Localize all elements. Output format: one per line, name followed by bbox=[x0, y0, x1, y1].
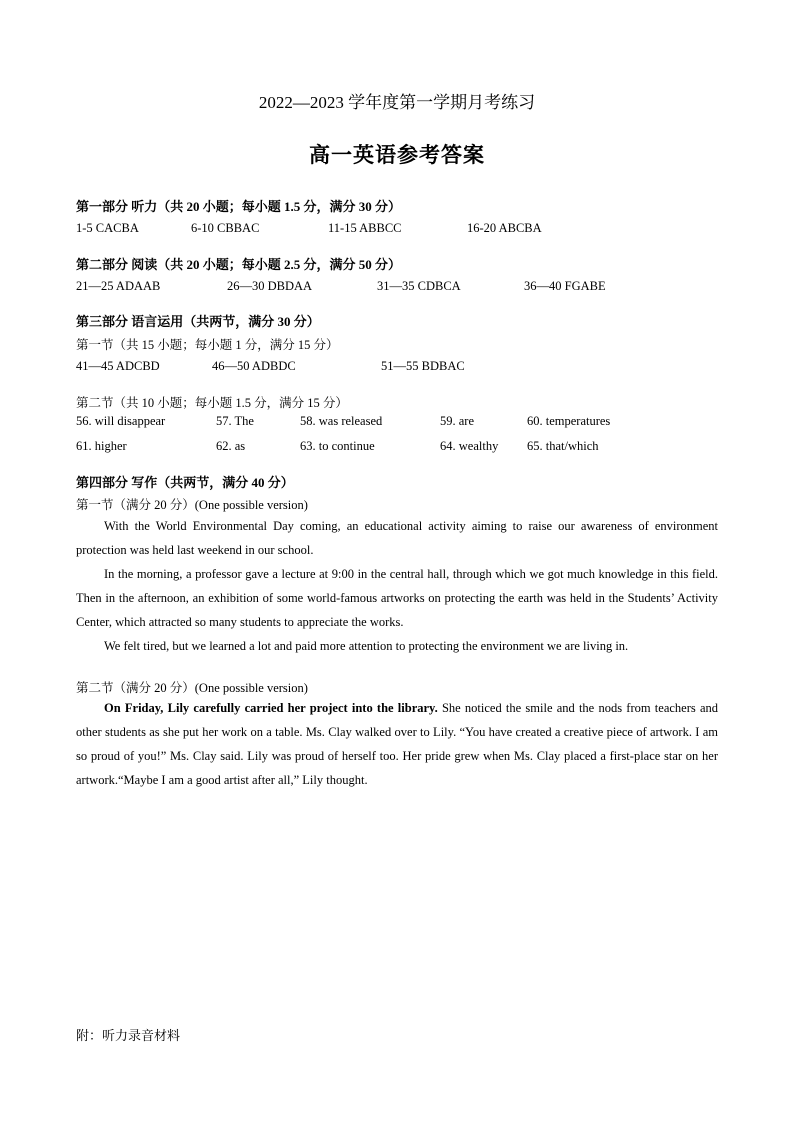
page-title: 高一英语参考答案 bbox=[309, 143, 485, 167]
part2-answer-1: 21—25 ADAAB bbox=[76, 279, 161, 293]
part3-s2-answer-56: 56. will disappear bbox=[76, 414, 166, 428]
essay2-continuation: She noticed the smile and the nods from teachers and other students as she put her work on a table. Ms. Clay walked over to Lily. “You have created a creative piece of artwork. I am so proud of you!” Ms. Clay said. Lily was proud of herself too. Her pride grew when Ms. Clay placed a first-place star on her artwork.“Maybe I am a good artist after all,” Lily thought. bbox=[76, 701, 718, 787]
part3-s1-answer-3: 51—55 BDBAC bbox=[381, 359, 465, 373]
appendix-note: 附：听力录音材料 bbox=[76, 1028, 181, 1043]
part4-section1-heading: 第一节（满分 20 分）(One possible version) bbox=[76, 498, 308, 512]
part3-s2-answer-62: 62. as bbox=[216, 439, 246, 453]
part3-s1-answer-2: 46—50 ADBDC bbox=[212, 359, 296, 373]
essay2-paragraph bbox=[76, 696, 718, 792]
part3-s2-answer-59: 59. are bbox=[440, 414, 475, 428]
part1-answer-4: 16-20 ABCBA bbox=[467, 221, 542, 235]
part2-answer-3: 31—35 CDBCA bbox=[377, 279, 461, 293]
part2-answer-2: 26—30 DBDAA bbox=[227, 279, 313, 293]
part3-section2-heading: 第二节（共 10 小题；每小题 1.5 分，满分 15 分） bbox=[76, 396, 348, 410]
part3-heading: 第三部分 语言运用（共两节，满分 30 分） bbox=[76, 314, 320, 329]
part3-s2-answer-58: 58. was released bbox=[300, 414, 383, 428]
part3-s2-answer-60: 60. temperatures bbox=[527, 414, 611, 428]
term-title: 2022—2023 学年度第一学期月考练习 bbox=[258, 93, 536, 112]
part3-s1-answer-1: 41—45 ADCBD bbox=[76, 359, 160, 373]
essay2-lead-sentence: On Friday, Lily carefully carried her project into the library. bbox=[104, 701, 438, 715]
part2-answer-4: 36—40 FGABE bbox=[524, 279, 606, 293]
part4-heading: 第四部分 写作（共两节，满分 40 分） bbox=[76, 475, 294, 490]
part3-s2-answer-65: 65. that/which bbox=[527, 439, 599, 453]
part3-s2-answer-64: 64. wealthy bbox=[440, 439, 499, 453]
part1-answer-2: 6-10 CBBAC bbox=[191, 221, 260, 235]
part2-heading: 第二部分 阅读（共 20 小题；每小题 2.5 分，满分 50 分） bbox=[76, 257, 402, 272]
essay1-paragraph-3: We felt tired, but we learned a lot and paid more attention to protecting the environment we are living in. bbox=[104, 639, 629, 653]
part1-heading: 第一部分 听力（共 20 小题；每小题 1.5 分，满分 30 分） bbox=[76, 199, 402, 214]
part3-s2-answer-63: 63. to continue bbox=[300, 439, 375, 453]
part3-section1-heading: 第一节（共 15 小题；每小题 1 分，满分 15 分） bbox=[76, 338, 339, 352]
part3-s2-answer-57: 57. The bbox=[216, 414, 254, 428]
essay1-paragraph-2: In the morning, a professor gave a lecture at 9:00 in the central hall, through which we got much knowledge in this field. Then in the afternoon, an exhibition of some world-famous artworks on protecting the earth was held in the Students’ Activity Center, which attracted so many students to appreciate the works. bbox=[76, 567, 718, 629]
essay1-paragraph-1: With the World Environmental Day coming, an educational activity aiming to raise our awareness of environment protection was held last weekend in our school. bbox=[76, 519, 718, 557]
part1-answer-1: 1-5 CACBA bbox=[76, 221, 139, 235]
part1-answer-3: 11-15 ABBCC bbox=[328, 221, 402, 235]
part4-section2-heading: 第二节（满分 20 分）(One possible version) bbox=[76, 681, 308, 695]
part3-s2-answer-61: 61. higher bbox=[76, 439, 127, 453]
